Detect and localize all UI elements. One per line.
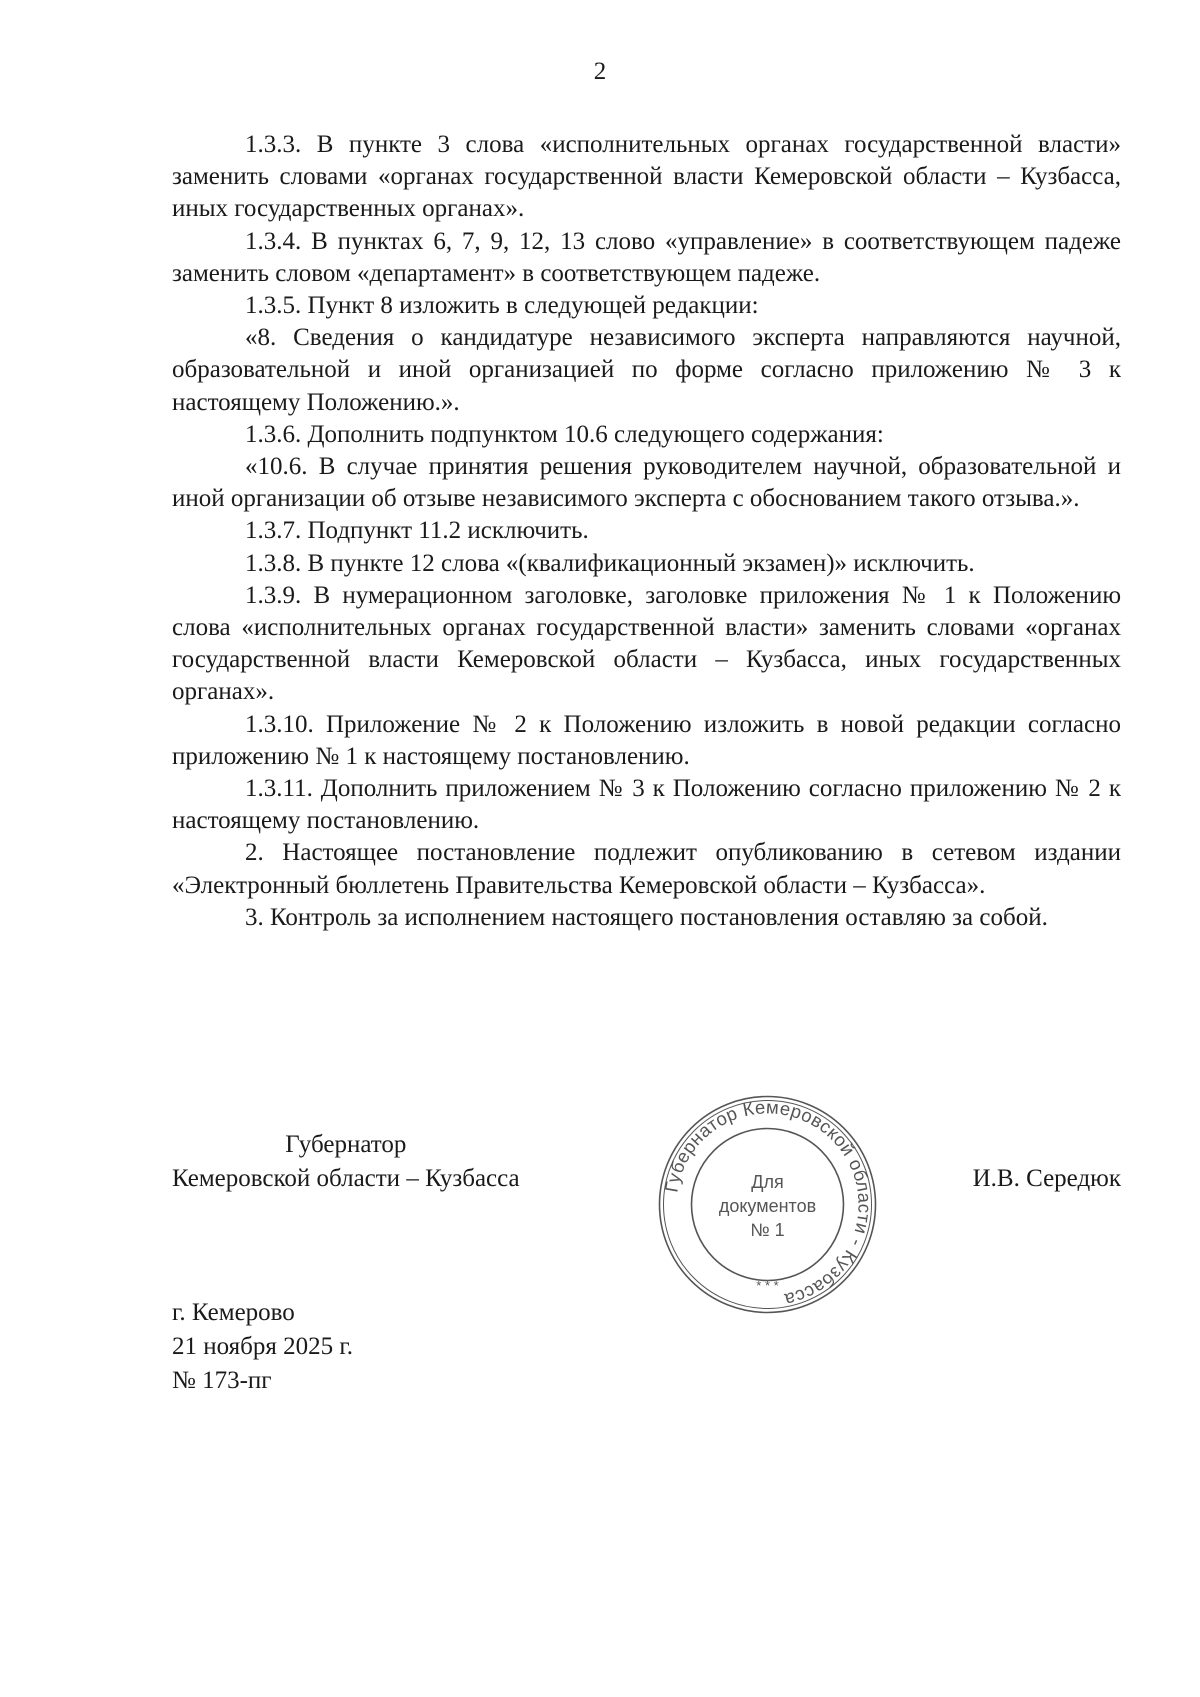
paragraph: 1.3.4. В пунктах 6, 7, 9, 12, 13 слово «управление» в соответствующем падеже заменить словом «департамент» в соответствующем падеже.: [172, 227, 1121, 287]
signatory-name: И.В. Середюк: [972, 1165, 1121, 1192]
page-number: 2: [593, 58, 607, 85]
paragraph: «8. Сведения о кандидатуре независимого эксперта направляются научной, образовательной и иной организацией по форме согласно приложению № 3 к настоящему Положению.».: [172, 324, 1121, 416]
paragraph: 1.3.8. В пункте 12 слова «(квалификационный экзамен)» исключить.: [245, 549, 975, 577]
signatory-position-line2: Кемеровской области – Кузбасса: [172, 1165, 520, 1192]
paragraph: 2. Настоящее постановление подлежит опубликованию в сетевом издании «Электронный бюллетень Правительства Кемеровской области – Кузбасса».: [172, 839, 1121, 899]
paragraph: «10.6. В случае принятия решения руководителем научной, образовательной и иной организации об отзыве независимого эксперта с обоснованием такого отзыва.».: [172, 453, 1121, 513]
paragraph: 3. Контроль за исполнением настоящего постановления оставляю за собой.: [245, 903, 1048, 931]
paragraph: 1.3.6. Дополнить подпунктом 10.6 следующего содержания:: [245, 420, 884, 448]
issue-city: г. Кемерово: [172, 1299, 295, 1326]
seal-center-line1: Для: [751, 1172, 784, 1192]
paragraph: 1.3.9. В нумерационном заголовке, заголовке приложения № 1 к Положению слова «исполнительных органах государственной власти» заменить словами «органах государственной власти Кемеровской области – Кузбасса, иных государственных органах».: [172, 581, 1121, 706]
issue-date: 21 ноября 2025 г.: [172, 1333, 354, 1360]
document-body: [172, 129, 1121, 934]
seal-ring-text: Губернатор Кемеровской области - Кузбасса: [660, 1096, 876, 1311]
signatory-position-line1: Губернатор: [285, 1131, 407, 1158]
paragraph: 1.3.5. Пункт 8 изложить в следующей редакции:: [245, 292, 759, 320]
seal-center-line3: № 1: [750, 1220, 785, 1240]
seal-stars: * * *: [756, 1278, 779, 1293]
signatory-position: [172, 1128, 520, 1196]
paragraph: 1.3.10. Приложение № 2 к Положению изложить в новой редакции согласно приложению № 1 к настоящему постановлению.: [172, 710, 1121, 770]
paragraph: 1.3.3. В пункте 3 слова «исполнительных органах государственной власти» заменить словами «органах государственной власти Кемеровской области – Кузбасса, иных государственных органах».: [172, 131, 1121, 223]
document-number: № 173-пг: [172, 1367, 272, 1394]
official-seal: [655, 1092, 880, 1317]
paragraph: 1.3.7. Подпункт 11.2 исключить.: [245, 517, 589, 545]
document-footer: [172, 1296, 353, 1398]
paragraph: 1.3.11. Дополнить приложением № 3 к Положению согласно приложению № 2 к настоящему постановлению.: [172, 775, 1121, 835]
seal-center-line2: документов: [718, 1196, 817, 1216]
